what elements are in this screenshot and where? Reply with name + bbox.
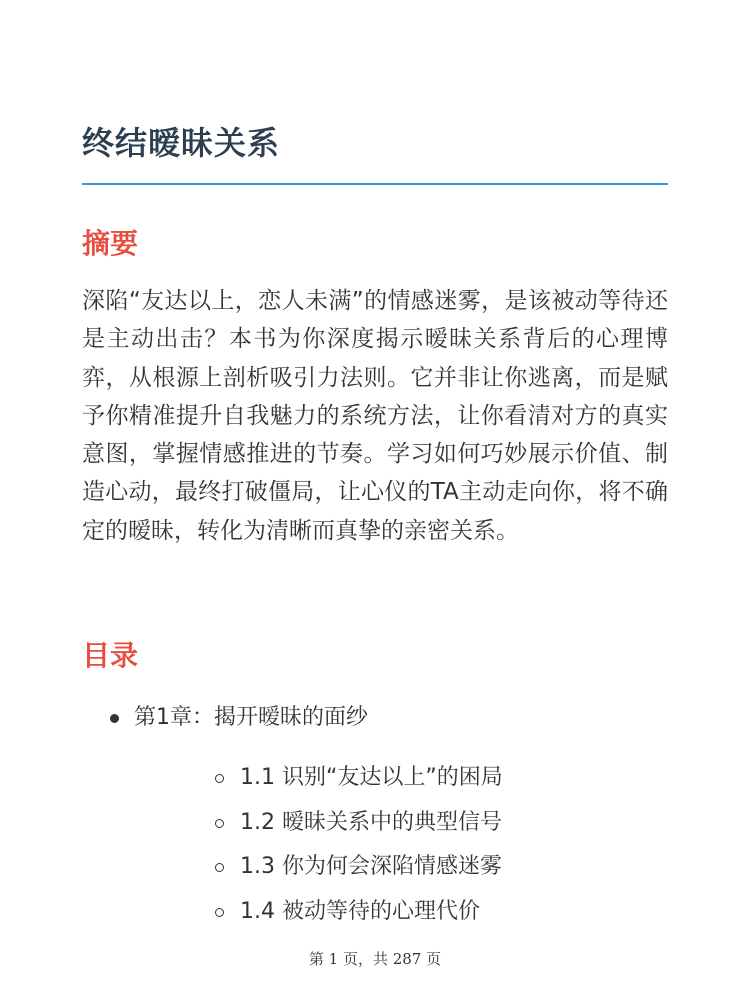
abstract-heading: 摘要 bbox=[82, 227, 139, 260]
toc-section-label: 1.1 识别“友达以上”的困局 bbox=[240, 765, 503, 790]
bullet-circle-icon bbox=[215, 774, 224, 783]
toc-section-1-1 bbox=[134, 756, 668, 801]
toc-chapter-label: 第1章：揭开暧昧的面纱 bbox=[134, 705, 368, 730]
document-page bbox=[82, 0, 668, 1000]
abstract-paragraph: 深陷“友达以上，恋人未满”的情感迷雾，是该被动等待还是主动出击？本书为你深度揭示暧昧关系背后的心理博弈，从根源上剖析吸引力法则。它并非让你逃离，而是赋予你精准提升自我魅力的系统方法，让你看清对方的真实意图，掌握情感推进的节奏。学习如何巧妙展示价值、制造心动，最终打破僵局，让心仪的TA主动走向你，将不确定的暧昧，转化为清晰而真挚的亲密关系。 bbox=[82, 288, 668, 544]
toc-heading: 目录 bbox=[82, 639, 139, 672]
bullet-circle-icon bbox=[215, 863, 224, 872]
toc-section-label: 1.2 暧昧关系中的典型信号 bbox=[240, 809, 502, 835]
toc-section-1-3 bbox=[134, 845, 668, 890]
bullet-disc-icon bbox=[110, 714, 119, 723]
toc-section-label: 1.3 你为何会深陷情感迷雾 bbox=[240, 854, 502, 880]
toc-chapter-1 bbox=[82, 700, 668, 935]
bullet-circle-icon bbox=[215, 908, 224, 917]
toc-section-1-2 bbox=[134, 801, 668, 846]
title-divider bbox=[82, 183, 668, 185]
page-footer: 第 1 页，共 287 页 bbox=[308, 950, 442, 968]
toc-list bbox=[82, 700, 668, 935]
toc-sublist bbox=[134, 756, 668, 935]
toc-section-1-4 bbox=[134, 890, 668, 935]
document-title: 终结暧昧关系 bbox=[82, 124, 281, 162]
toc-section-label: 1.4 被动等待的心理代价 bbox=[240, 899, 480, 925]
bullet-circle-icon bbox=[215, 819, 224, 828]
